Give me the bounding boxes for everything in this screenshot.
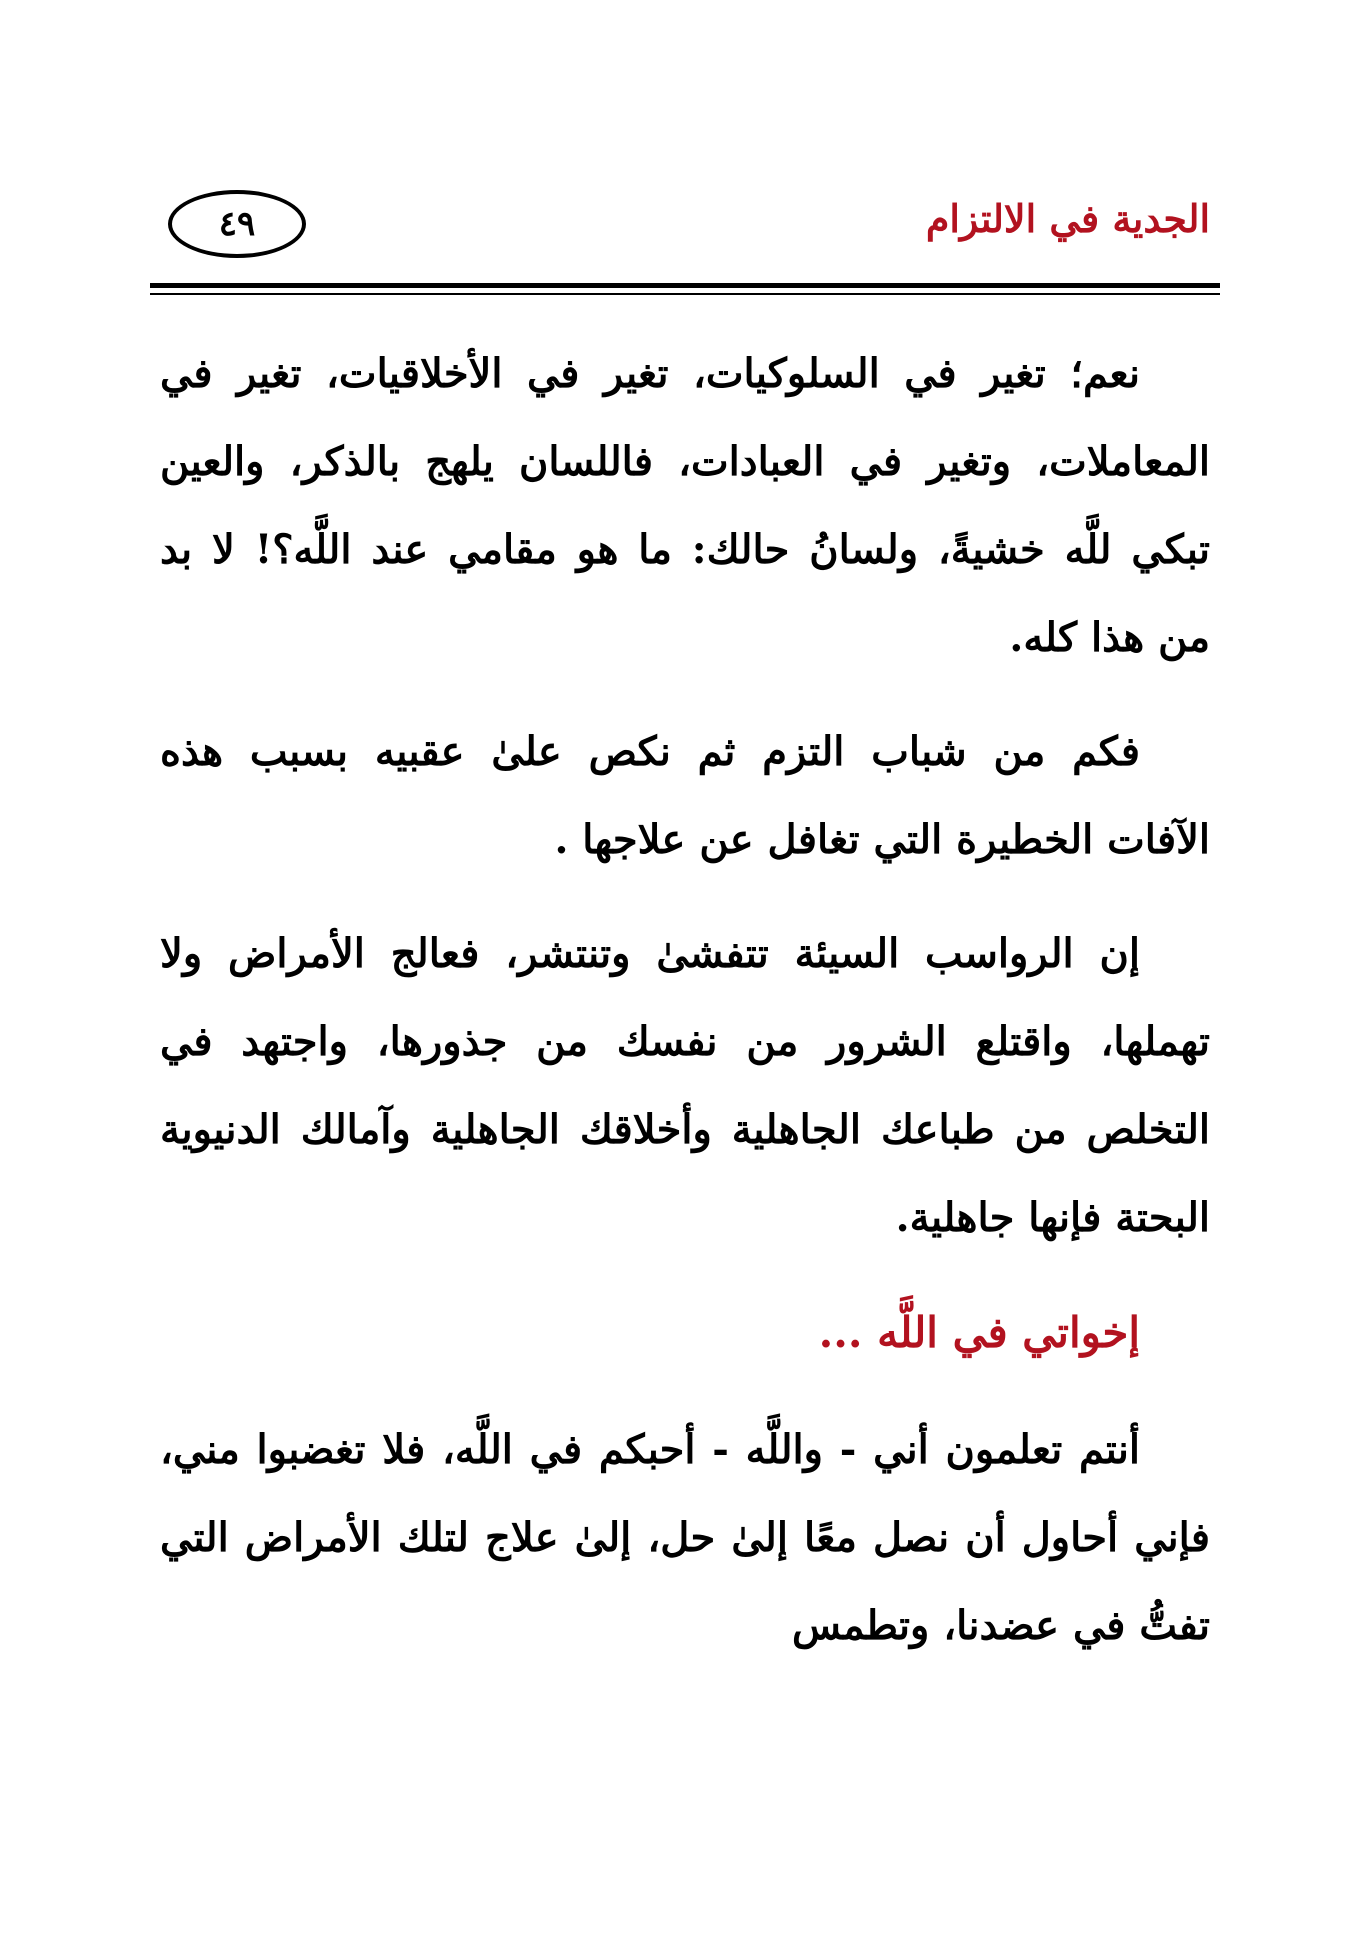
header-rule-thin (150, 293, 1220, 295)
page-header (150, 190, 1220, 280)
running-title: الجدية في الالتزام (925, 196, 1210, 241)
paragraph-2: فكم من شباب التزم ثم نكص علىٰ عقبيه بسبب هذه الآفات الخطيرة التي تغافل عن علاجها . (160, 728, 1210, 863)
page-number: ٤٩ (218, 204, 256, 244)
paragraph-1: نعم؛ تغير في السلوكيات، تغير في الأخلاقيات، تغير في المعاملات، وتغير في العبادات، فاللسان يلهج بالذكر، والعين تبكي للَّه خشيةً، ولسانُ حالك: ما هو مقامي عند اللَّه؟! لا بد من هذا كله. (160, 350, 1210, 661)
paragraph-4: أنتم تعلمون أني - واللَّه - أحبكم في اللَّه، فلا تغضبوا مني، فإني أحاول أن نصل معًا إلىٰ حل، إلىٰ علاج لتلك الأمراض التي تفتُّ في عضدنا، وتطمس (160, 1426, 1210, 1649)
body-text (160, 330, 1210, 1696)
header-rule-thick (150, 283, 1220, 288)
page-number-oval (168, 190, 306, 258)
paragraph-3: إن الرواسب السيئة تتفشىٰ وتنتشر، فعالج الأمراض ولا تهملها، واقتلع الشرور من نفسك من جذورها، واجتهد في التخلص من طباعك الجاهلية وأخلاقك الجاهلية وآمالك الدنيوية البحتة فإنها جاهلية. (160, 930, 1210, 1241)
section-subheading: إخواتي في اللَّه ... (818, 1308, 1140, 1357)
